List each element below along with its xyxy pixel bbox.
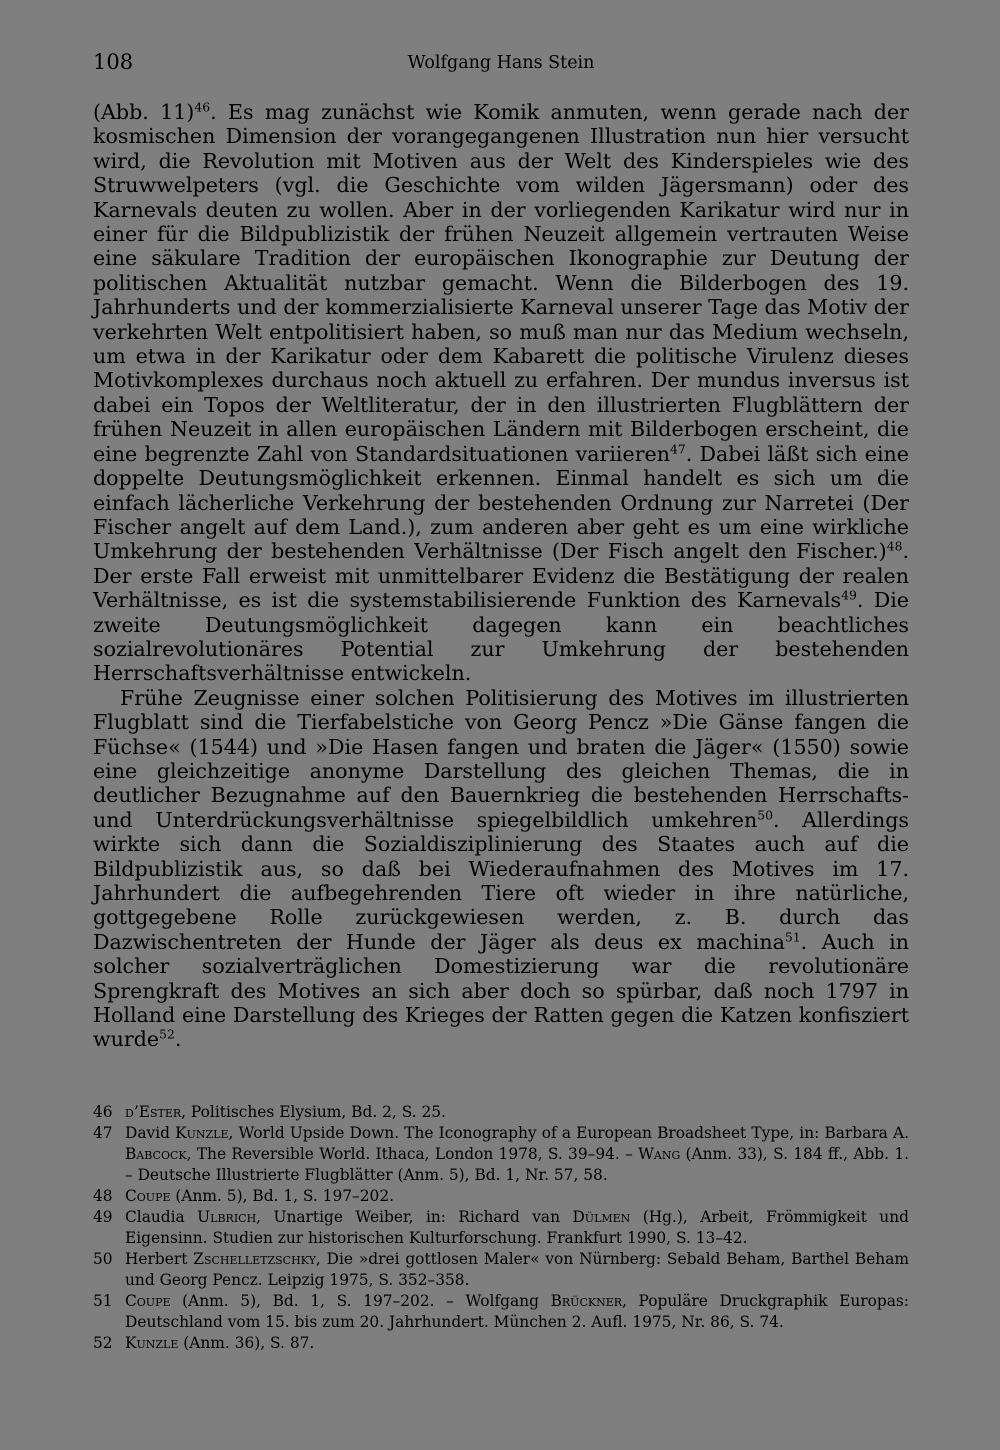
text-run: (Anm. 5), Bd. 1, S. 197–202. – Wolfgang: [170, 1292, 551, 1310]
author-name: Babcock: [125, 1145, 187, 1163]
footnote-number: 46: [93, 1103, 113, 1121]
author-name: Brückner: [550, 1292, 623, 1310]
author-name: Zschelletzschky: [193, 1250, 316, 1268]
running-head: Wolfgang Hans Stein: [407, 53, 595, 73]
footnote-reference: 51: [784, 930, 801, 945]
author-name: Coupe: [125, 1292, 171, 1310]
author-name: Coupe: [125, 1187, 171, 1205]
author-name: Kunzle: [125, 1334, 179, 1352]
body-text: [93, 100, 909, 1052]
footnote-reference: 50: [757, 808, 773, 823]
author-name: Dülmen: [572, 1208, 631, 1226]
paragraph: [93, 686, 909, 1052]
text-run: (Anm. 33), S. 184 ff., Abb. 1. – Deutsche Illustrierte Flugblätter (Anm. 5), Bd. 1, Nr. 57, 58.: [125, 1145, 910, 1184]
footnote: [93, 1123, 909, 1186]
text-run: . Allerdings wirkte sich dann die Sozialdisziplinierung des Staates auch auf die Bildpublizistik aus, so daß bei Wiederaufnahmen des Motives im 17. Jahrhundert die aufbegehrenden Tiere oft wieder in ihre natürliche, gottgegebene Rolle zurückgewiesen werden, z. B. durch das Dazwischentreten der Hunde der Jäger als deus ex machina: [93, 807, 910, 954]
footnote-reference: 48: [886, 539, 903, 554]
text-run: , The Reversible World. Ithaca, London 1978, S. 39–94. –: [186, 1145, 639, 1163]
paragraph: [93, 100, 909, 686]
text-run: .: [174, 1027, 182, 1052]
text-run: , Die »drei gottlosen Maler« von Nürnberg: Sebald Beham, Barthel Beham und Georg Pencz. Leipzig 1975, S. 352–358.: [125, 1250, 909, 1289]
footnote-number: 50: [93, 1250, 113, 1268]
author-name: Kunzle: [175, 1124, 229, 1142]
text-run: . Es mag zunächst wie Komik anmuten, wenn gerade nach der kosmischen Dimension der vorangegangenen Illustration nun hier versucht wird, die Revolution mit Motiven aus der Welt des Kinderspieles wie des Struwwelpeters (vgl. die Geschichte vom wilden Jägersmann) oder des Karnevals deuten zu wollen. Aber in der vorliegenden Karikatur wird nur in einer für die Bildpublizistik der frühen Neuzeit allgemein vertrauten Weise eine säkulare Tradition der europäischen Ikonographie zur Deutung der politischen Aktualität nutzbar gemacht. Wenn die Bilderbogen des 19. Jahrhunderts und der kommerzialisierte Karneval unserer Tage das Motiv der verkehrten Welt entpolitisiert haben, so muß man nur das Medium wechseln, um etwa in der Karikatur oder dem Kabarett die politische Virulenz dieses Motivkomplexes durchaus noch aktuell zu erfahren. Der mundus inversus ist dabei ein Topos der Weltliteratur, der in den illustrierten Flugblättern der frühen Neuzeit in allen europäischen Ländern mit Bilderbogen erscheint, die eine begrenzte Zahl von Standardsituationen variieren: [93, 100, 910, 466]
footnote-number: 47: [93, 1124, 113, 1142]
footnote: [93, 1102, 909, 1123]
text-run: , Politisches Elysium, Bd. 2, S. 25.: [181, 1103, 446, 1121]
footnote-number: 48: [93, 1187, 113, 1205]
footnote-reference: 47: [670, 442, 686, 457]
text-run: , Unartige Weiber, in: Richard van: [256, 1208, 573, 1226]
footnote: [93, 1333, 909, 1354]
text-run: . Die zweite Deutungsmöglichkeit dagegen kann ein beachtliches sozialrevolutionäres Potential zur Umkehrung der bestehenden Herrschaftsverhältnisse entwickeln.: [93, 588, 909, 686]
text-run: (Hg.), Arbeit, Frömmigkeit und Eigensinn. Studien zur historischen Kulturforschung. Frankfurt 1990, S. 13–42.: [125, 1208, 909, 1247]
author-name: Ulbrich: [197, 1208, 257, 1226]
text-run: . Dabei läßt sich eine doppelte Deutungsmöglichkeit erkennen. Einmal handelt es sich um die einfach lächerliche Verkehrung der bestehenden Ordnung zur Narretei (Der Fischer angelt auf dem Land.), zum anderen aber geht es um eine wirkliche Umkehrung der bestehenden Verhältnisse (Der Fisch angelt den Fischer.): [93, 441, 909, 564]
footnote-reference: 49: [841, 588, 857, 603]
text-run: David: [125, 1124, 176, 1142]
text-run: . Auch in solcher sozialverträglichen Domestizierung war die revolutionäre Sprengkraft des Motives an sich aber doch so spürbar, daß noch 1797 in Holland eine Darstellung des Krieges der Ratten gegen die Katzen konfisziert wurde: [93, 929, 909, 1052]
text-run: (Anm. 36), S. 87.: [178, 1334, 315, 1352]
text-run: Frühe Zeugnisse einer solchen Politisierung des Motives im illustrierten Flugblatt sind die Tierfabelstiche von Georg Pencz »Die Gänse fangen die Füchse« (1544) und »Die Hasen fangen und braten die Jäger« (1550) sowie eine gleichzeitige anonyme Darstellung des gleichen Themas, die in deutlicher Bezugnahme auf den Bauernkrieg die bestehenden Herrschafts- und Unterdrückungsverhältnisse spiegelbildlich umkehren: [93, 685, 909, 832]
footnote-number: 49: [93, 1208, 113, 1226]
footnote-reference: 46: [194, 100, 211, 115]
footnotes: [93, 1102, 909, 1354]
text-run: Herbert: [125, 1250, 194, 1268]
text-run: . Der erste Fall erweist mit unmittelbarer Evidenz die Bestätigung der realen Verhältnisse, es ist die systemstabilisierende Funktion des Karnevals: [93, 539, 909, 613]
footnote: [93, 1207, 909, 1249]
author-name: Wang: [638, 1145, 681, 1163]
author-name: d’Ester: [125, 1103, 182, 1121]
text-run: (Anm. 5), Bd. 1, S. 197–202.: [170, 1187, 395, 1205]
footnote-number: 51: [93, 1292, 113, 1310]
text-run: (Abb. 11): [93, 100, 195, 124]
footnote-reference: 52: [159, 1028, 175, 1043]
footnote: [93, 1186, 909, 1207]
text-run: , Populäre Druckgraphik Europas: Deutschland vom 15. bis zum 20. Jahrhundert. München 2. Aufl. 1975, Nr. 86, S. 74.: [125, 1292, 909, 1331]
page-header: [93, 50, 909, 80]
page-number: 108: [93, 50, 134, 74]
text-run: , World Upside Down. The Iconography of a European Broadsheet Type, in: Barbara A.: [228, 1124, 909, 1142]
footnote: [93, 1291, 909, 1333]
footnote-number: 52: [93, 1334, 113, 1352]
text-run: Claudia: [125, 1208, 198, 1226]
footnote: [93, 1249, 909, 1291]
